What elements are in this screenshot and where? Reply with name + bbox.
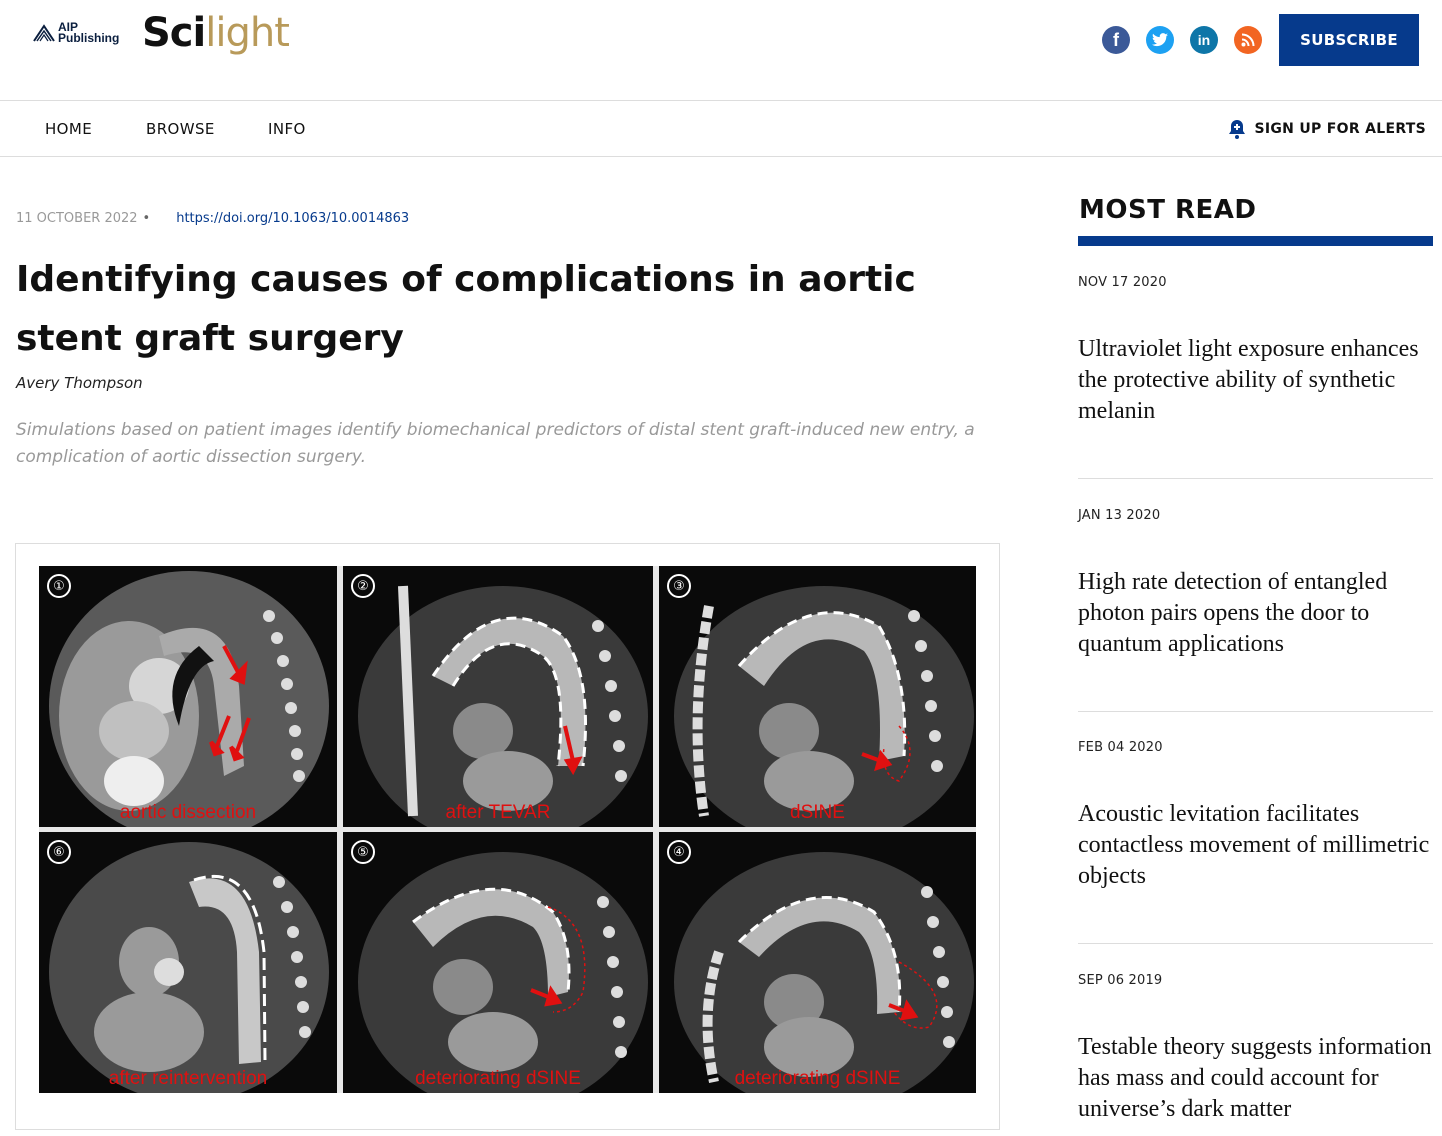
aip-logo-icon xyxy=(32,23,56,43)
scilight-logo[interactable] xyxy=(142,10,289,56)
panel-label: deteriorating dSINE xyxy=(415,1068,581,1089)
alerts-label: SIGN UP FOR ALERTS xyxy=(1254,121,1426,137)
most-read-headline[interactable]: Acoustic levitation facilitates contactless movement of millimetric objects xyxy=(1078,801,1430,889)
divider xyxy=(1078,478,1433,479)
nav-item-home[interactable]: HOME xyxy=(45,120,93,138)
article-date: 11 OCTOBER 2022 xyxy=(16,211,138,226)
panel-number: ⑥ xyxy=(47,840,71,864)
ct-panel-2 xyxy=(343,566,653,827)
doi-link[interactable]: https://doi.org/10.1063/10.0014863 xyxy=(176,211,410,226)
ct-scan-image xyxy=(343,566,653,827)
brand-sci: Sci xyxy=(142,10,206,56)
article-figure[interactable] xyxy=(15,543,1000,1130)
ct-scan-image xyxy=(39,832,337,1093)
divider xyxy=(1078,943,1433,944)
panel-number: ② xyxy=(351,574,375,598)
most-read-item[interactable] xyxy=(1078,508,1433,660)
most-read-heading: MOST READ xyxy=(1079,195,1257,225)
panel-label: dSINE xyxy=(790,802,845,823)
nav-item-browse[interactable]: BROWSE xyxy=(146,120,215,138)
most-read-headline[interactable]: Ultraviolet light exposure enhances the protective ability of synthetic melanin xyxy=(1078,336,1419,424)
bell-plus-icon xyxy=(1227,118,1247,140)
divider xyxy=(1078,711,1433,712)
article-meta xyxy=(16,211,409,226)
aip-logo-text: AIP Publishing xyxy=(58,20,120,45)
ct-scan-image xyxy=(343,832,653,1093)
article-summary: Simulations based on patient images identify biomechanical predictors of distal stent graft-induced new entry, a complication of aortic dissection surgery. xyxy=(16,420,975,467)
twitter-icon[interactable] xyxy=(1146,26,1174,54)
article-title: Identifying causes of complications in aortic stent graft surgery xyxy=(16,259,916,359)
linkedin-icon[interactable]: in xyxy=(1190,26,1218,54)
most-read-item[interactable] xyxy=(1078,973,1433,1125)
meta-separator: • xyxy=(142,211,151,226)
facebook-icon[interactable]: f xyxy=(1102,26,1130,54)
nav-item-info[interactable]: INFO xyxy=(268,120,306,138)
ct-scan-panels xyxy=(39,566,976,1093)
article-author[interactable]: Avery Thompson xyxy=(16,374,143,392)
rss-feed-icon xyxy=(1241,33,1255,47)
panel-number: ⑤ xyxy=(351,840,375,864)
most-read-date: SEP 06 2019 xyxy=(1078,973,1163,988)
most-read-item[interactable] xyxy=(1078,740,1433,892)
ct-panel-4 xyxy=(659,832,976,1093)
panel-label: after TEVAR xyxy=(445,802,551,823)
ct-scan-image xyxy=(659,566,976,827)
main-nav xyxy=(0,101,1442,157)
most-read-date: JAN 13 2020 xyxy=(1078,508,1161,523)
sign-up-alerts-link[interactable] xyxy=(1227,118,1427,140)
panel-label: aortic dissection xyxy=(119,802,257,823)
brand-light: light xyxy=(205,10,289,56)
ct-scan-image xyxy=(659,832,976,1093)
most-read-item[interactable] xyxy=(1078,275,1433,427)
most-read-headline[interactable]: High rate detection of entangled photon pairs opens the door to quantum applications xyxy=(1078,569,1388,657)
ct-panel-5 xyxy=(343,832,653,1093)
panel-number: ③ xyxy=(667,574,691,598)
panel-number: ④ xyxy=(667,840,691,864)
panel-number: ① xyxy=(47,574,71,598)
site-header xyxy=(0,0,1442,101)
aip-publishing-logo[interactable] xyxy=(32,22,119,44)
ct-scan-image xyxy=(39,566,337,827)
twitter-bird-icon xyxy=(1152,33,1168,47)
ct-panel-1 xyxy=(39,566,337,827)
ct-panel-6 xyxy=(39,832,337,1093)
ct-panel-3 xyxy=(659,566,976,827)
most-read-date: FEB 04 2020 xyxy=(1078,740,1163,755)
rss-icon[interactable] xyxy=(1234,26,1262,54)
subscribe-button[interactable]: SUBSCRIBE xyxy=(1279,14,1419,66)
most-read-headline[interactable]: Testable theory suggests information has mass and could account for universe’s dark matter xyxy=(1078,1034,1432,1122)
panel-label: deteriorating dSINE xyxy=(734,1068,901,1089)
most-read-date: NOV 17 2020 xyxy=(1078,275,1167,290)
most-read-underline xyxy=(1078,236,1433,246)
panel-label: after reintervention xyxy=(108,1068,268,1089)
